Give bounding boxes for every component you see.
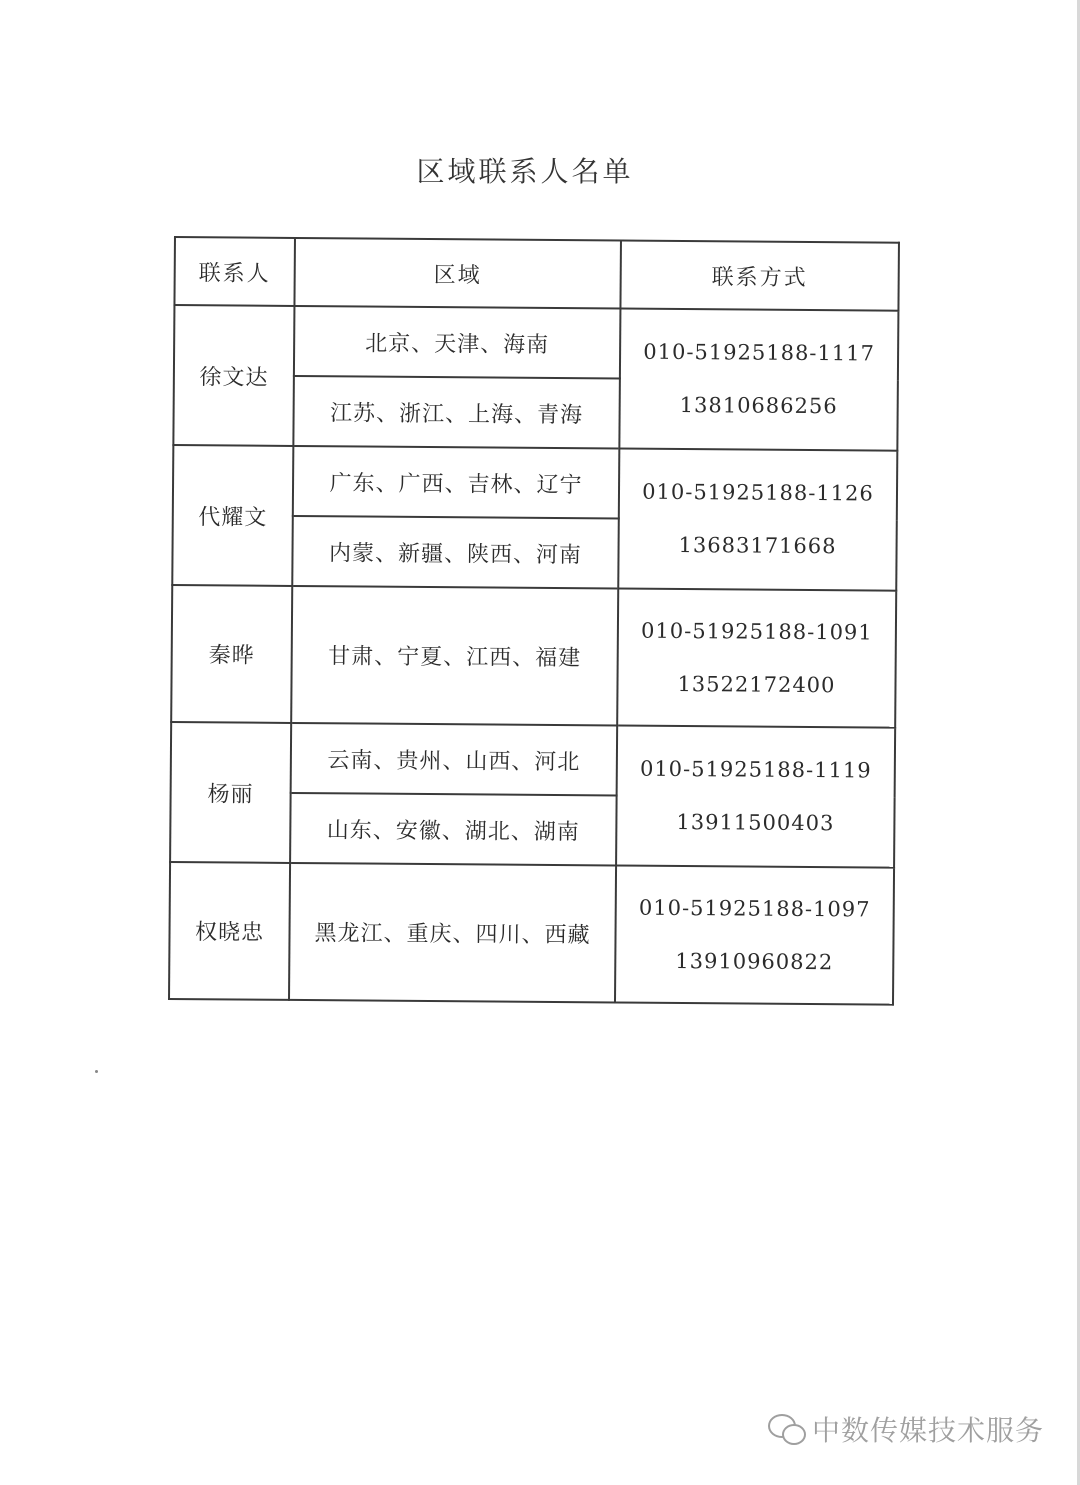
table-row (171, 585, 896, 728)
phone-number: 010-51925188-1117 (643, 339, 875, 366)
contact-cell (618, 449, 897, 591)
contact-name: 权晓忠 (169, 862, 290, 1000)
table-row (171, 722, 896, 798)
mobile-number: 13683171668 (678, 532, 837, 559)
region-cell: 山东、安徽、湖北、湖南 (290, 793, 617, 866)
page-title: 区域联系人名单 (416, 155, 634, 188)
region-cell: 广东、广西、吉林、辽宁 (293, 446, 620, 519)
wechat-icon (768, 1414, 804, 1444)
region-cell: 云南、贵州、山西、河北 (291, 723, 618, 796)
contact-cell (619, 309, 898, 451)
region-cell: 北京、天津、海南 (294, 306, 621, 379)
mobile-number: 13810686256 (679, 392, 838, 419)
contact-cell (616, 725, 895, 867)
contact-name: 杨丽 (170, 722, 291, 863)
region-cell: 甘肃、宁夏、江西、福建 (291, 586, 618, 726)
table-header-row (174, 237, 899, 311)
mobile-number: 13911500403 (676, 809, 835, 836)
phone-number: 010-51925188-1097 (638, 895, 871, 921)
header-contact-method: 联系方式 (620, 241, 899, 311)
phone-number: 010-51925188-1091 (641, 618, 873, 644)
table-row (174, 305, 899, 381)
table-row (173, 445, 898, 521)
contact-cell (615, 865, 894, 1004)
region-cell: 黑龙江、重庆、四川、西藏 (289, 863, 616, 1003)
contact-cell (617, 588, 896, 727)
mobile-number: 13910960822 (675, 948, 834, 974)
mobile-number: 13522172400 (677, 671, 836, 697)
contact-table-wrapper (168, 236, 898, 1006)
watermark-text: 中数传媒技术服务 (811, 1414, 1044, 1447)
contact-name: 代耀文 (172, 445, 293, 586)
scan-speck (95, 1070, 98, 1073)
phone-number: 010-51925188-1126 (642, 479, 874, 506)
contact-name: 徐文达 (173, 305, 294, 446)
contact-name: 秦晔 (171, 585, 292, 723)
phone-number: 010-51925188-1119 (639, 756, 872, 783)
contact-table (168, 236, 900, 1006)
header-contact-person: 联系人 (174, 237, 295, 306)
watermark (768, 1409, 1044, 1449)
region-cell: 江苏、浙江、上海、青海 (293, 376, 620, 449)
header-region: 区域 (294, 238, 621, 309)
table-row (169, 862, 894, 1005)
region-cell: 内蒙、新疆、陕西、河南 (292, 516, 619, 589)
